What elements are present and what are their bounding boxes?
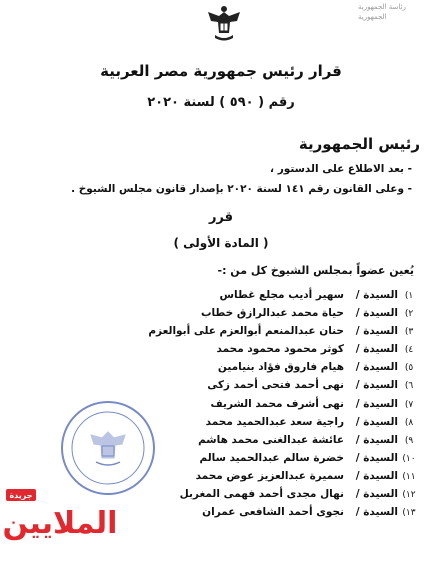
member-title: السيدة /	[355, 451, 398, 464]
decided-heading: قرر	[208, 210, 234, 225]
member-name: نهى أشرف محمد الشريف	[210, 397, 344, 410]
member-number: ١١)	[402, 471, 416, 482]
member-title: السيدة /	[355, 307, 398, 320]
member-number: ٤)	[404, 345, 414, 356]
watermark-brand: الملايين	[2, 506, 118, 541]
member-name: عائشة عبدالغنى محمد هاشم	[198, 433, 344, 446]
recital-bullet: -	[403, 163, 412, 175]
member-name: راجية سعد عبدالحميد محمد	[205, 415, 344, 428]
decree-title: قرار رئيس جمهورية مصر العربية	[100, 62, 342, 80]
article-heading: ( المادة الأولى )	[173, 236, 269, 250]
header-stamp-line-1: رئاسة الجمهورية	[358, 3, 406, 11]
recital-bullet: -	[403, 183, 412, 195]
recital-text: وعلى القانون رقم ١٤١ لسنة ٢٠٢٠ بإصدار قانون مجلس الشيوخ .	[71, 183, 404, 195]
member-name: سميرة عبدالعزيز عوض محمد	[195, 469, 344, 482]
member-row	[100, 379, 420, 397]
member-row	[100, 506, 420, 524]
member-name: حنان عبدالمنعم أبوالعزم على أبوالعزم	[148, 325, 344, 338]
member-title: السيدة /	[355, 433, 398, 446]
member-title: السيدة /	[355, 361, 398, 374]
member-row	[100, 289, 420, 307]
member-number: ١٣)	[402, 508, 416, 519]
member-row	[100, 361, 420, 379]
member-number: ١٠)	[402, 453, 416, 464]
member-name: كوثر محمود محمود محمد	[216, 343, 344, 356]
member-number: ٦)	[404, 381, 414, 392]
member-name: سهير أديب مجلع غطاس	[219, 289, 344, 301]
member-name: نهال مجدى أحمد فهمى المغربل	[179, 488, 344, 501]
president-heading: رئيس الجمهورية	[298, 135, 420, 153]
member-name: نجوى أحمد الشافعى عمران	[202, 506, 344, 519]
member-title: السيدة /	[355, 325, 398, 338]
member-row	[100, 307, 420, 325]
watermark-small-label: جريدة	[9, 491, 33, 500]
member-row	[100, 325, 420, 343]
member-number: ٢)	[404, 309, 414, 320]
member-number: ٩)	[404, 435, 414, 446]
recital-text: بعد الاطلاع على الدستور ،	[270, 163, 404, 175]
eagle-emblem-icon	[205, 3, 243, 43]
member-title: السيدة /	[355, 488, 398, 501]
member-number: ١)	[404, 291, 414, 301]
recital-constitution	[270, 163, 412, 175]
member-title: السيدة /	[355, 469, 398, 482]
member-title: السيدة /	[355, 379, 398, 392]
member-number: ٨)	[404, 417, 414, 428]
member-title: السيدة /	[355, 506, 398, 519]
member-name: خضرة سالم عبدالحميد سالم	[199, 451, 344, 464]
member-title: السيدة /	[355, 289, 398, 301]
member-row	[100, 343, 420, 361]
header-stamp	[358, 2, 438, 34]
member-number: ٧)	[404, 399, 414, 410]
header-stamp-line-2: الجمهورية	[358, 13, 387, 21]
member-name: حياة محمد عبدالرازق خطاب	[200, 307, 344, 320]
appointed-intro: يُعين عضواً بمجلس الشيوخ كل من :-	[217, 264, 414, 277]
recital-law	[71, 183, 412, 195]
member-number: ١٢)	[402, 490, 416, 501]
newspaper-watermark-logo	[0, 487, 120, 547]
member-title: السيدة /	[355, 397, 398, 410]
official-seal-icon	[58, 398, 158, 498]
member-name: هيام فاروق فؤاد بنيامين	[217, 361, 344, 374]
decree-number: رقم ( ٥٩٠ ) لسنة ٢٠٢٠	[147, 95, 295, 110]
member-name: نهى أحمد فتحى أحمد زكى	[207, 379, 344, 392]
member-number: ٥)	[404, 363, 414, 374]
member-number: ٣)	[404, 327, 414, 338]
member-title: السيدة /	[355, 343, 398, 356]
member-title: السيدة /	[355, 415, 398, 428]
